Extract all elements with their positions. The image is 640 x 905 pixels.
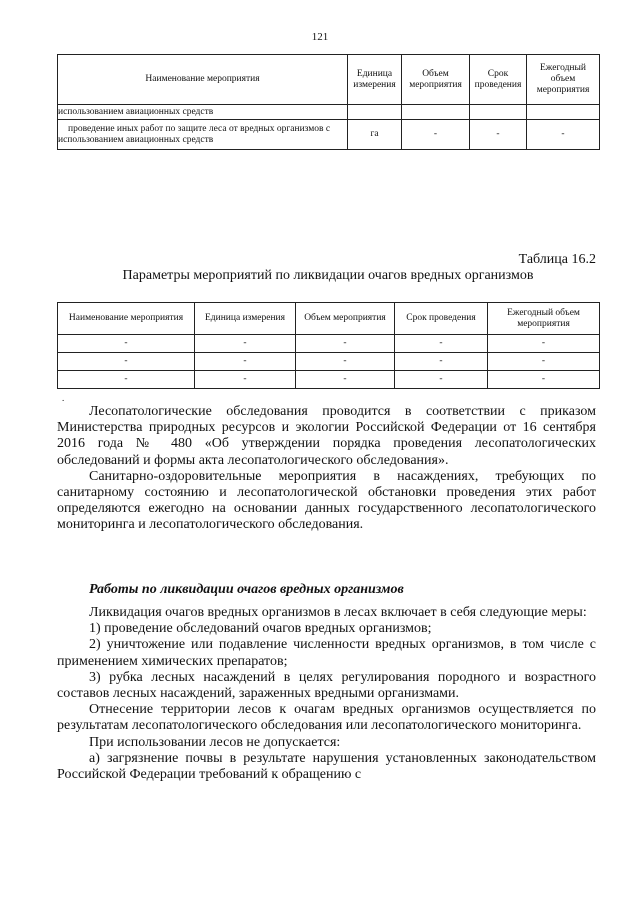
cell-unit: га [348, 120, 402, 150]
protection-measures-table-continued [57, 54, 600, 150]
table-row [58, 120, 600, 150]
table-cell: - [195, 335, 296, 353]
table-cell: - [395, 353, 488, 371]
table-cell: - [195, 353, 296, 371]
table-row [58, 105, 600, 120]
cell-name: использованием авиационных средств [58, 105, 348, 120]
paragraph-sanitary-measures: Санитарно-оздоровительные мероприятия в насаждениях, требующих по санитарному состоянию и лесопатологической обстановки проведения этих работ определяются ежегодно на основании данных государственного лесопатологического мониторинга и лесопатологического обследования. [57, 468, 596, 533]
table-cell: - [395, 371, 488, 389]
table-header-row [58, 303, 600, 335]
body-section-3 [57, 605, 596, 783]
table-cell: - [296, 353, 395, 371]
col-header-unit: Единица измерения [348, 55, 402, 105]
cell-volume: - [402, 120, 470, 150]
cell-annual: - [527, 120, 600, 150]
table-row [58, 335, 600, 353]
col-header-term: Срок проведения [470, 55, 527, 105]
pest-elimination-params-table [57, 302, 600, 389]
col-header-name: Наименование мероприятия [58, 55, 348, 105]
table-cell: - [58, 371, 195, 389]
paragraph-prohibited-intro: При использовании лесов не допускается: [89, 734, 341, 750]
table-cell: - [58, 353, 195, 371]
page-number: 121 [311, 31, 329, 43]
cell-annual [527, 105, 600, 120]
list-item: 1) проведение обследований очагов вредных организмов; [89, 621, 432, 637]
cell-term [470, 105, 527, 120]
table-cell: - [296, 371, 395, 389]
paragraph-soil-pollution: а) загрязнение почвы в результате нарушения установленных законодательством Российской Федерации требований к обращению с [57, 750, 596, 783]
section-heading: Работы по ликвидации очагов вредных организмов [89, 582, 404, 597]
table-header-row [58, 55, 600, 105]
table-cell: - [488, 335, 600, 353]
list-item: 2) уничтожение или подавление численности вредных организмов, в том числе с применением химических препаратов; [57, 637, 596, 669]
table-row [58, 371, 600, 389]
col-header-annual: Ежегодный объем мероприятия [527, 55, 600, 105]
paragraph-measures-intro: Ликвидация очагов вредных организмов в лесах включает в себя следующие меры: [89, 605, 587, 620]
table-cell: - [195, 371, 296, 389]
table-row [58, 353, 600, 371]
body-section-1 [57, 404, 596, 534]
cell-name: проведение иных работ по защите леса от вредных организмов с использованием авиационных средств [58, 120, 348, 150]
table-caption: Таблица 16.2 [518, 252, 596, 267]
col-header-annual: Ежегодный объем мероприятия [488, 303, 600, 335]
col-header-unit: Единица измерения [195, 303, 296, 335]
table-cell: - [58, 335, 195, 353]
paragraph-classification: Отнесение территории лесов к очагам вредных организмов осуществляется по результатам лесопатологического обследования или лесопатологического мониторинга. [57, 702, 596, 734]
body-section-2 [57, 582, 596, 598]
table-cell: - [488, 371, 600, 389]
stray-mark: . [62, 393, 65, 403]
list-item: 3) рубка лесных насаждений в целях регулирования породного и возрастного составов лесных насаждений, зараженных вредными организмами. [57, 669, 596, 702]
cell-volume [402, 105, 470, 120]
table-cell: - [488, 353, 600, 371]
paragraph-survey-order: Лесопатологические обследования проводится в соответствии с приказом Министерства природных ресурсов и экологии Российской Федерации от 16 сентября 2016 года № 480 «Об утверждении порядка проведения лесопатологических обследований и формы акта лесопатологического обследования». [57, 404, 596, 468]
table-cell: - [395, 335, 488, 353]
col-header-term: Срок проведения [395, 303, 488, 335]
table-cell: - [296, 335, 395, 353]
col-header-volume: Объем мероприятия [296, 303, 395, 335]
cell-unit [348, 105, 402, 120]
col-header-volume: Объем мероприятия [402, 55, 470, 105]
col-header-name: Наименование мероприятия [58, 303, 195, 335]
table-title: Параметры мероприятий по ликвидации очагов вредных организмов [122, 268, 534, 283]
cell-term: - [470, 120, 527, 150]
